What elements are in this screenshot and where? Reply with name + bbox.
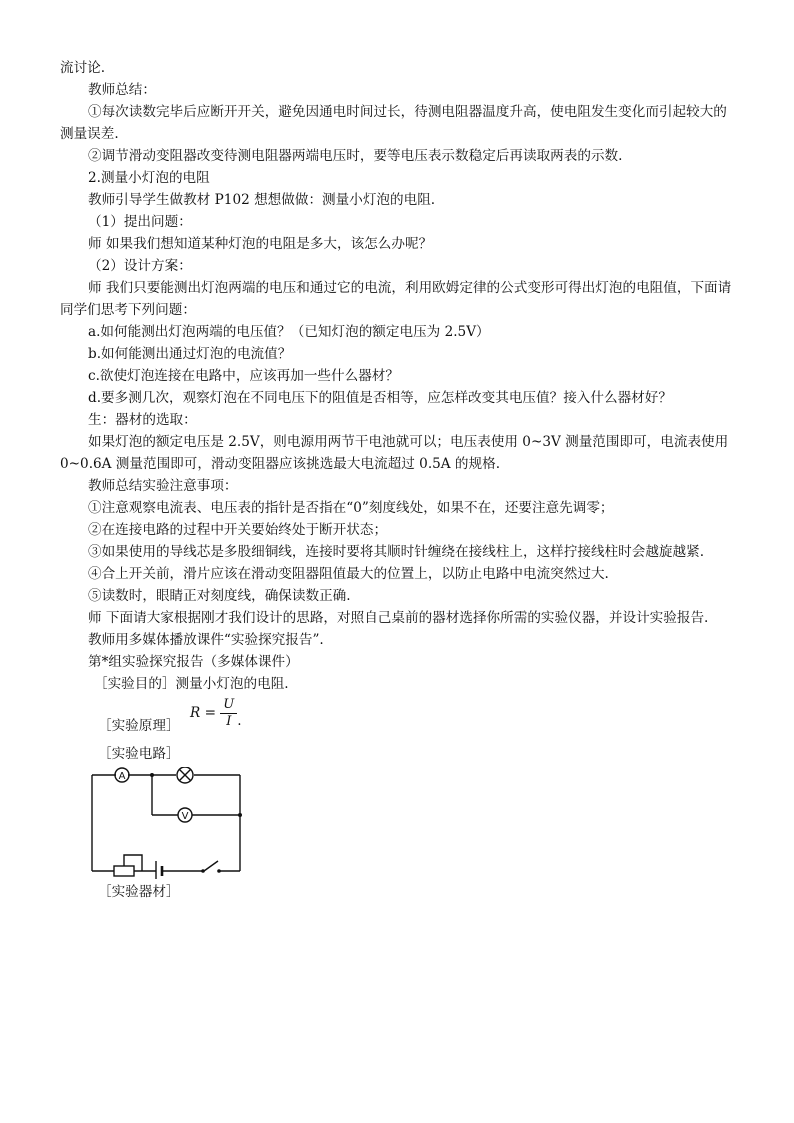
ohm-formula — [190, 697, 242, 732]
paragraph-teacher-question: 师 如果我们想知道某种灯泡的电阻是多大，该怎么办呢？ — [88, 236, 433, 252]
paragraph-summary-2: ②调节滑动变阻器改变待测电阻器两端电压时，要等电压表示数稳定后再读取两表的示数. — [88, 148, 623, 164]
note-3: ③如果使用的导线芯是多股细铜线，连接时要将其顺时针缠绕在接线柱上，这样拧接线柱时会越旋越紧. — [88, 544, 705, 560]
question-b: b.如何能测出通过灯泡的电流值？ — [88, 346, 292, 362]
question-c: c.欲使灯泡连接在电路中，应该再加一些什么器材？ — [88, 368, 399, 384]
switch-blade — [204, 861, 218, 871]
rheostat-slider — [124, 855, 142, 871]
document-page — [60, 57, 736, 903]
experiment-principle — [60, 695, 736, 743]
switch-contact-right — [217, 869, 221, 873]
experiment-purpose: ［实验目的］测量小灯泡的电阻. — [94, 676, 289, 692]
junction-dot-top — [150, 773, 154, 777]
junction-dot-right — [238, 813, 242, 817]
paragraph-notes-heading: 教师总结实验注意事项： — [88, 478, 238, 494]
formula-fraction — [220, 697, 237, 730]
formula-denominator: I — [226, 714, 232, 729]
report-title: 第*组实验探究报告（多媒体课件） — [88, 654, 299, 670]
formula-lhs: R — [190, 705, 201, 721]
question-a: a.如何能测出灯泡两端的电压值？（已知灯泡的额定电压为 2.5V） — [88, 324, 490, 340]
section-heading-2: 2.测量小灯泡的电阻 — [88, 170, 210, 186]
paragraph-teacher-instruction: 师 下面请大家根据刚才我们设计的思路，对照自己桌前的器材选择你所需的实验仪器，并设计实验报告. — [88, 610, 709, 626]
paragraph-student-selection: 生：器材的选取： — [88, 412, 197, 428]
switch-contact-left — [201, 869, 205, 873]
paragraph-summary-1: ①每次读数完毕后应断开开关，避免因通电时间过长，待测电阻器温度升高，使电阻发生变化而引起较大的测量误差. — [60, 104, 727, 142]
note-5: ⑤读数时，眼睛正对刻度线，确保读数正确. — [88, 588, 351, 604]
circuit-diagram — [90, 767, 250, 879]
voltmeter-label: V — [181, 811, 189, 822]
subheading-question: （1）提出问题： — [88, 214, 192, 230]
ammeter-label: A — [118, 771, 126, 782]
note-2: ②在连接电路的过程中开关要始终处于断开状态； — [88, 522, 388, 538]
paragraph-teacher-design: 师 我们只要能测出灯泡两端的电压和通过它的电流，利用欧姆定律的公式变形可得出灯泡的电阻值，下面请同学们思考下列问题： — [60, 280, 732, 318]
note-4: ④合上开关前，滑片应该在滑动变阻器阻值最大的位置上，以防止电路中电流突然过大. — [88, 566, 609, 582]
formula-eq: = — [204, 705, 216, 721]
formula-end: . — [237, 713, 242, 729]
paragraph-equipment-choice: 如果灯泡的额定电压是 2.5V，则电源用两节干电池就可以；电压表使用 0~3V 测量范围即可，电流表使用 0~0.6A 测量范围即可，滑动变阻器应该挑选最大电流超过 0.5A 的规格. — [60, 434, 729, 472]
paragraph-teacher-summary: 教师总结： — [88, 82, 156, 98]
equipment-label: ［实验器材］ — [98, 884, 180, 900]
question-d: d.要多测几次，观察灯泡在不同电压下的阻值是否相等，应怎样改变其电压值？接入什么器材好？ — [88, 390, 672, 406]
paragraph-teacher-guide: 教师引导学生做教材 P102 想想做做：测量小灯泡的电阻. — [88, 192, 436, 208]
circuit-label: ［实验电路］ — [98, 746, 180, 762]
principle-label: ［实验原理］ — [98, 718, 180, 734]
subheading-design: （2）设计方案： — [88, 258, 192, 274]
note-1: ①注意观察电流表、电压表的指针是否指在“0”刻度线处，如果不在，还要注意先调零； — [88, 500, 614, 516]
rheostat-icon — [114, 866, 134, 876]
paragraph-multimedia: 教师用多媒体播放课件“实验探究报告”. — [88, 632, 324, 648]
formula-numerator: U — [220, 697, 237, 714]
paragraph-continuation: 流讨论. — [60, 60, 106, 76]
